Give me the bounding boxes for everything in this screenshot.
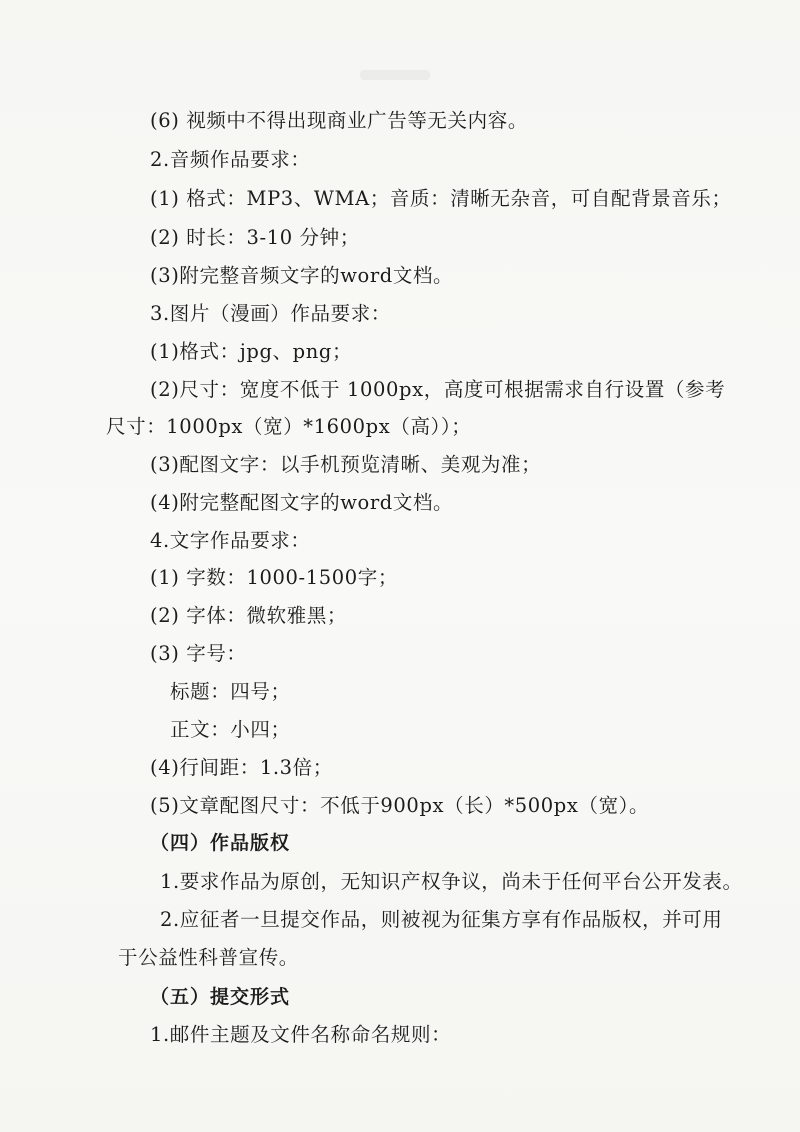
text-line: (4)附完整配图文字的word文档。 [150, 491, 454, 514]
subsection-heading: 4.文字作品要求： [150, 529, 311, 552]
subsection-heading: 3.图片（漫画）作品要求： [150, 302, 391, 325]
subsection-heading: 2.音频作品要求： [150, 148, 311, 171]
section-heading-copyright: （四）作品版权 [150, 832, 291, 854]
text-line: 尺寸：1000px（宽）*1600px（高））； [106, 415, 472, 438]
text-line: (2)尺寸：宽度不低于 1000px，高度可根据需求自行设置（参考 [150, 378, 726, 401]
section-heading-submission: （五）提交形式 [150, 986, 291, 1008]
text-line: (1) 字数：1000-1500字； [150, 566, 398, 589]
text-line: (1) 格式：MP3、WMA；音质：清晰无杂音，可自配背景音乐； [150, 187, 732, 210]
text-line: 于公益性科普宣传。 [118, 946, 299, 969]
bleed-through-mark [360, 70, 430, 80]
text-line: (4)行间距：1.3倍； [150, 756, 333, 779]
text-line: 标题：四号； [170, 680, 291, 703]
text-line: 正文：小四； [170, 718, 291, 741]
text-line: 1.要求作品为原创，无知识产权争议，尚未于任何平台公开发表。 [160, 870, 743, 893]
text-line: (2) 时长：3-10 分钟； [150, 226, 360, 249]
text-line: (3)配图文字：以手机预览清晰、美观为准； [150, 453, 542, 476]
text-line: (3)附完整音频文字的word文档。 [150, 264, 454, 287]
text-line: (1)格式：jpg、png； [150, 340, 353, 363]
text-line: (6) 视频中不得出现商业广告等无关内容。 [150, 109, 528, 132]
text-line: 1.邮件主题及文件名称命名规则： [150, 1023, 452, 1046]
text-line: (3) 字号： [150, 642, 247, 665]
text-line: (5)文章配图尺寸：不低于900px（长）*500px（宽）。 [150, 794, 650, 817]
text-line: 2.应征者一旦提交作品，则被视为征集方享有作品版权，并可用 [160, 908, 723, 931]
text-line: (2) 字体：微软雅黑； [150, 604, 348, 627]
